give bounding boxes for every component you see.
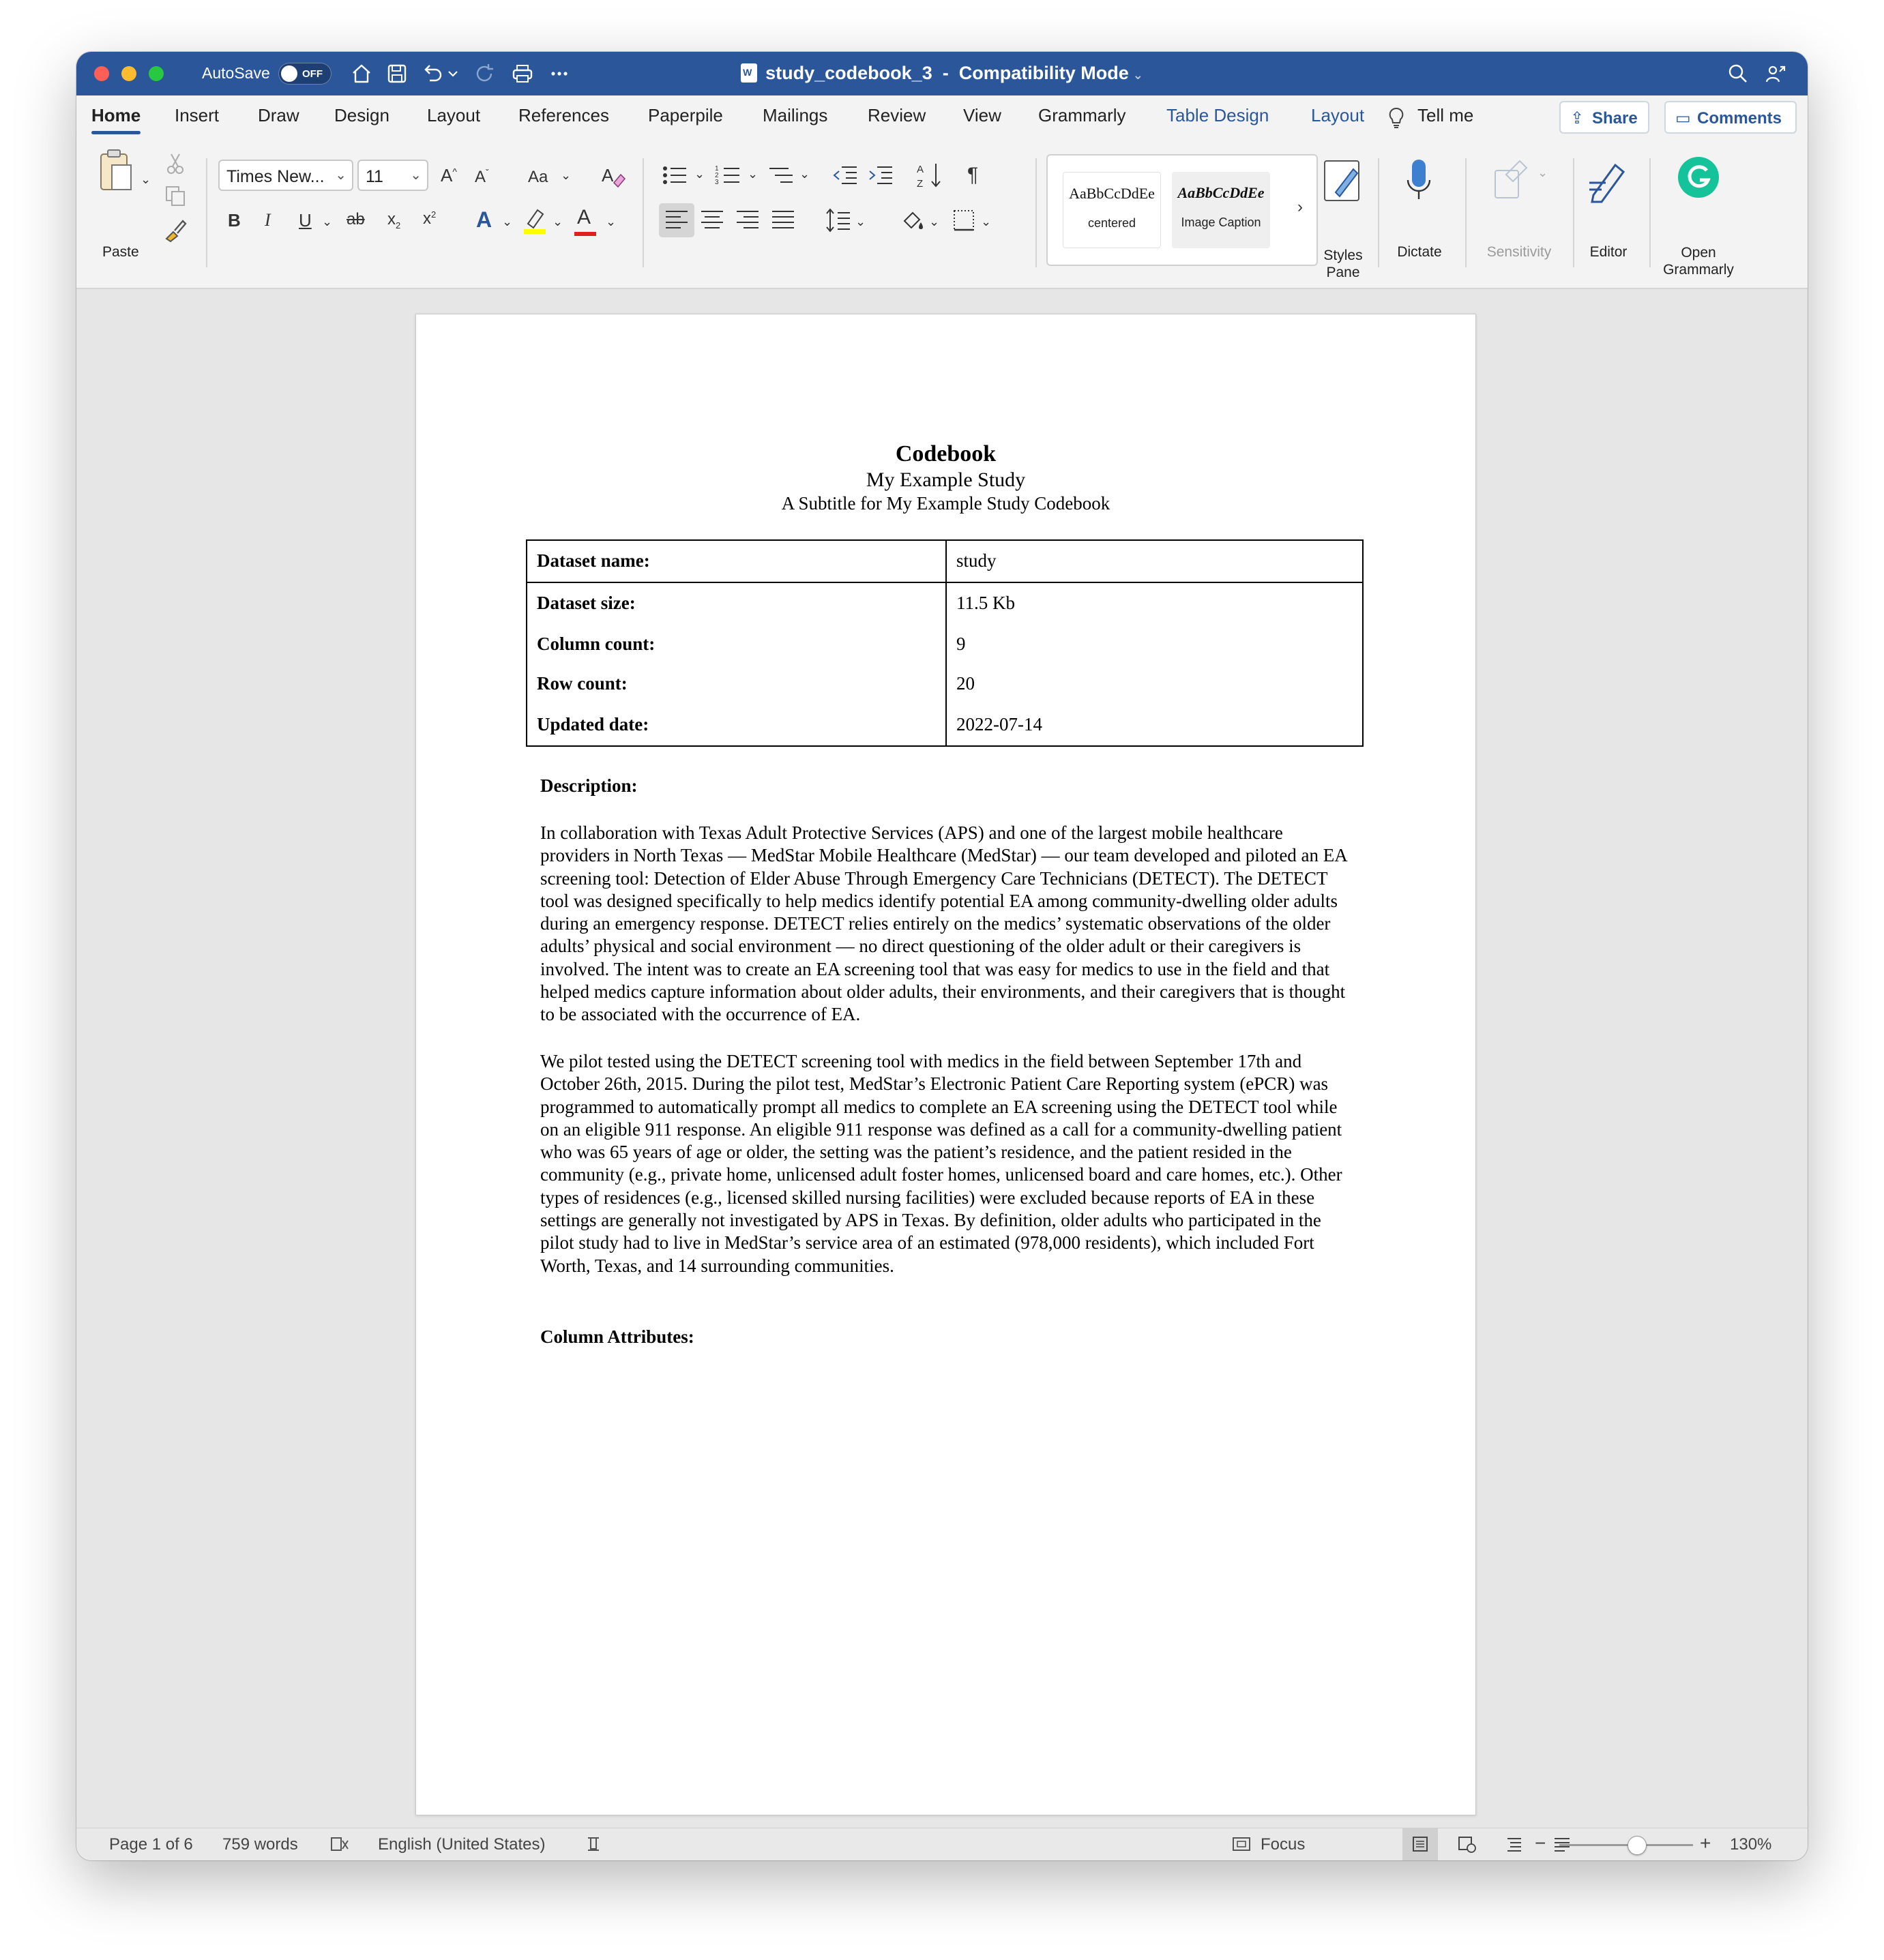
word-count[interactable]: 759 words bbox=[222, 1835, 298, 1854]
focus-icon[interactable] bbox=[1232, 1835, 1251, 1853]
word-window bbox=[76, 52, 1808, 1860]
document-name: study_codebook_3 bbox=[765, 63, 932, 83]
zoom-percentage[interactable]: 130% bbox=[1730, 1835, 1772, 1854]
svg-text:2: 2 bbox=[715, 172, 719, 179]
chevron-down-icon[interactable]: ⌄ bbox=[748, 167, 759, 181]
style-sample: AaBbCcDdEe bbox=[1177, 184, 1265, 201]
copy-icon[interactable] bbox=[164, 184, 187, 207]
comments-button[interactable] bbox=[1664, 101, 1797, 134]
meta-value-column-count: 9 bbox=[956, 634, 966, 654]
style-name: Image Caption bbox=[1181, 216, 1261, 229]
bullets-list-icon[interactable] bbox=[662, 164, 688, 187]
chevron-down-icon[interactable]: ⌄ bbox=[929, 215, 940, 228]
divider bbox=[1465, 158, 1467, 267]
tab-table-design[interactable]: Table Design bbox=[1166, 105, 1269, 125]
svg-text:3: 3 bbox=[715, 179, 719, 186]
font-size-dropdown[interactable] bbox=[357, 160, 428, 191]
column-attributes-heading: Column Attributes: bbox=[540, 1326, 694, 1347]
cut-scissors-icon[interactable] bbox=[165, 151, 186, 175]
multilevel-list-icon[interactable] bbox=[768, 164, 794, 187]
font-name-dropdown[interactable] bbox=[218, 160, 353, 191]
subscript-button[interactable]: $x_2$ bbox=[387, 210, 401, 231]
ribbon-tab-bar bbox=[76, 95, 1808, 140]
word-document-icon bbox=[741, 63, 757, 83]
lightbulb-icon bbox=[1387, 106, 1405, 130]
styles-gallery-next-icon[interactable]: › bbox=[1297, 198, 1303, 216]
shading-bucket-icon[interactable] bbox=[899, 207, 925, 233]
open-grammarly-label: Open Grammarly bbox=[1663, 245, 1734, 278]
proofing-book-icon[interactable] bbox=[330, 1835, 349, 1853]
chevron-down-icon[interactable]: ⌄ bbox=[606, 215, 617, 228]
style-centered[interactable] bbox=[1063, 172, 1161, 248]
comment-bubble-icon: ▭ bbox=[1675, 109, 1691, 128]
description-paragraph-2: We pilot tested using the DETECT screening tool with medics in the field between September 17th and October 26th, 2015. During the pilot test, MedStar’s Electronic Patient Care Reporting system (ePCR) was programmed to automatically prompt all medics to complete an EA screening using the DETECT tool while on an eligible 911 response. An eligible 911 response was defined as a call for a community-dwelling patient who was 65 years of age or older, the setting was the patient’s residence, and the patient resided in the community (e.g., private home, unlicensed adult foster homes, unlicensed board and care homes, etc.). Other types of residences (e.g., licensed skilled nursing facilities) were excluded because reports of EA in these settings are generally not investigated by APS in Texas. By definition, older adults who participated in the pilot study had to live in MedStar’s service area of an estimated (978,000 residents), which included Fort Worth, Texas, and 14 surrounding communities. bbox=[540, 1051, 1342, 1276]
comments-button-label: Comments bbox=[1697, 109, 1782, 128]
chevron-down-icon[interactable]: ⌄ bbox=[799, 167, 810, 181]
tab-mailings[interactable]: Mailings bbox=[763, 105, 828, 125]
borders-icon[interactable] bbox=[952, 209, 975, 232]
svg-text:A: A bbox=[602, 165, 614, 185]
shrink-font-icon[interactable]: $A^ˇ$ bbox=[475, 167, 489, 186]
meta-key-dataset-size: Dataset size: bbox=[537, 593, 636, 613]
meta-value-row-count: 20 bbox=[956, 673, 975, 694]
tab-draw[interactable]: Draw bbox=[258, 105, 299, 125]
chevron-down-icon[interactable]: ⌄ bbox=[981, 215, 992, 228]
meta-key-updated-date: Updated date: bbox=[537, 714, 649, 734]
styles-gallery bbox=[1046, 154, 1318, 266]
chevron-down-icon[interactable]: ⌄ bbox=[553, 215, 563, 228]
sensitivity-label: Sensitivity bbox=[1486, 244, 1552, 260]
grammarly-icon[interactable] bbox=[1677, 155, 1720, 199]
svg-text:1: 1 bbox=[715, 165, 719, 173]
zoom-slider-handle[interactable] bbox=[1628, 1836, 1647, 1855]
increase-indent-icon[interactable] bbox=[868, 164, 894, 187]
divider bbox=[1035, 158, 1037, 267]
highlight-marker-icon[interactable] bbox=[522, 206, 547, 236]
divider bbox=[1649, 158, 1651, 267]
svg-text:A: A bbox=[917, 164, 924, 175]
align-left-icon[interactable] bbox=[664, 209, 689, 232]
tab-insert[interactable]: Insert bbox=[175, 105, 220, 125]
share-people-icon[interactable] bbox=[1764, 61, 1789, 86]
compatibility-mode-label: Compatibility Mode bbox=[958, 63, 1129, 83]
tell-me-search[interactable]: Tell me bbox=[1417, 105, 1474, 125]
chevron-down-icon[interactable]: ⌄ bbox=[561, 168, 572, 182]
meta-value-updated-date: 2022-07-14 bbox=[956, 714, 1042, 734]
styles-pane-icon[interactable] bbox=[1322, 158, 1364, 203]
status-bar bbox=[76, 1828, 1808, 1860]
autosave-state: OFF bbox=[302, 68, 323, 80]
meta-key-dataset-name: Dataset name: bbox=[537, 550, 650, 571]
text-effects-button[interactable]: A bbox=[476, 207, 492, 232]
chevron-down-icon[interactable]: ⌄ bbox=[322, 215, 333, 228]
style-sample: AaBbCcDdEe bbox=[1069, 185, 1155, 202]
justify-icon[interactable] bbox=[771, 209, 795, 232]
editor-label: Editor bbox=[1589, 244, 1628, 260]
description-heading: Description: bbox=[540, 775, 638, 796]
microphone-icon[interactable] bbox=[1404, 157, 1434, 207]
tab-references[interactable]: References bbox=[518, 105, 609, 125]
zoom-slider-track[interactable] bbox=[1559, 1844, 1693, 1846]
chevron-down-icon: ⌄ bbox=[335, 168, 347, 183]
underline-button[interactable]: U bbox=[299, 210, 312, 231]
tab-review[interactable]: Review bbox=[868, 105, 926, 125]
divider bbox=[1573, 158, 1574, 267]
meta-value-dataset-size: 11.5 Kb bbox=[956, 593, 1015, 613]
search-icon[interactable] bbox=[1726, 61, 1750, 86]
superscript-button[interactable]: $x^2$ bbox=[423, 209, 437, 228]
clear-formatting-icon[interactable] bbox=[600, 162, 626, 190]
font-size-value: 11 bbox=[366, 167, 383, 186]
line-spacing-icon[interactable] bbox=[825, 207, 851, 233]
tab-home[interactable]: Home bbox=[91, 105, 141, 125]
paste-label: Paste bbox=[102, 244, 139, 260]
chevron-down-icon[interactable]: ⌄ bbox=[502, 215, 513, 228]
paste-clipboard-icon[interactable] bbox=[97, 147, 134, 194]
svg-text:Z: Z bbox=[917, 178, 924, 190]
chevron-down-icon[interactable]: ⌄ bbox=[694, 167, 705, 181]
decrease-indent-icon[interactable] bbox=[832, 164, 858, 187]
description-paragraph-1: In collaboration with Texas Adult Protective Services (APS) and one of the largest mobile healthcare providers in North Texas — MedStar Mobile Healthcare (MedStar) — our team developed and piloted an EA screening tool: Detection of Elder Abuse Through Emergency Care Technicians (DETECT). The DETECT tool was designed specifically to help medics identify potential EA among community-dwelling older adults during an emergency response. DETECT relies entirely on the medics’ systematic observations of the older adults’ physical and social environment — no direct questioning of the older adult or their caregivers is involved. The intent was to create an EA screening tool that was easy for medics to use in the field and that helped medics capture information about older adults, their environments, and their caregivers that is thought to be associated with the occurrence of EA. bbox=[540, 822, 1347, 1025]
share-button-label: Share bbox=[1592, 109, 1638, 128]
web-layout-icon[interactable] bbox=[1457, 1835, 1476, 1853]
meta-key-row-count: Row count: bbox=[537, 673, 628, 694]
tab-view[interactable]: View bbox=[963, 105, 1001, 125]
outline-view-icon[interactable] bbox=[1505, 1835, 1524, 1853]
table-column-divider bbox=[945, 541, 947, 745]
subscript-label: x bbox=[387, 210, 396, 228]
chevron-down-icon[interactable]: ⌄ bbox=[855, 215, 866, 228]
chevron-down-icon[interactable]: ⌄ bbox=[1537, 166, 1548, 179]
align-right-icon[interactable] bbox=[735, 209, 760, 232]
divider bbox=[1378, 158, 1379, 267]
italic-button[interactable]: I bbox=[265, 210, 271, 230]
window-title bbox=[76, 63, 1808, 84]
align-center-icon[interactable] bbox=[700, 209, 724, 232]
sensitivity-icon[interactable] bbox=[1490, 158, 1531, 202]
table-row-divider bbox=[527, 582, 1362, 583]
grow-font-icon[interactable]: A^ bbox=[441, 165, 457, 185]
divider bbox=[206, 158, 207, 267]
change-case-button[interactable]: Aa bbox=[528, 168, 548, 186]
tab-design[interactable]: Design bbox=[334, 105, 389, 125]
study-name: My Example Study bbox=[866, 469, 1026, 491]
autosave-label: AutoSave bbox=[202, 64, 270, 82]
tab-paperpile[interactable]: Paperpile bbox=[648, 105, 723, 125]
style-name: centered bbox=[1087, 216, 1136, 230]
codebook-subtitle: A Subtitle for My Example Study Codebook bbox=[781, 493, 1110, 514]
tab-layout[interactable]: Layout bbox=[427, 105, 481, 125]
document-canvas bbox=[76, 289, 1808, 1828]
tab-grammarly[interactable]: Grammarly bbox=[1038, 105, 1126, 125]
meta-value-dataset-name: study bbox=[956, 550, 997, 571]
bold-button[interactable]: B bbox=[228, 210, 241, 231]
title-bar bbox=[76, 52, 1808, 95]
tab-table-layout[interactable]: Layout bbox=[1311, 105, 1365, 125]
divider bbox=[643, 158, 644, 267]
codebook-title: Codebook bbox=[895, 441, 997, 466]
page-count[interactable]: Page 1 of 6 bbox=[109, 1835, 193, 1854]
share-arrow-icon: ⇪ bbox=[1570, 109, 1585, 128]
share-button[interactable] bbox=[1559, 101, 1649, 134]
superscript-label: x bbox=[423, 209, 431, 228]
home-ribbon-toolbar bbox=[76, 140, 1808, 289]
numbered-list-icon[interactable] bbox=[715, 164, 741, 187]
zoom-in-button[interactable]: + bbox=[1700, 1832, 1711, 1854]
dataset-metadata-table[interactable] bbox=[526, 539, 1364, 747]
font-color-button[interactable]: A bbox=[577, 206, 591, 228]
title-separator: - bbox=[942, 63, 949, 83]
title-chevron-icon[interactable]: ⌄ bbox=[1132, 68, 1143, 82]
zoom-out-button[interactable]: − bbox=[1535, 1832, 1546, 1854]
dictate-label: Dictate bbox=[1397, 244, 1442, 260]
accessibility-icon[interactable] bbox=[584, 1835, 603, 1853]
editor-pen-icon[interactable] bbox=[1587, 158, 1632, 203]
focus-mode-button[interactable]: Focus bbox=[1261, 1835, 1306, 1854]
language-indicator[interactable]: English (United States) bbox=[378, 1835, 546, 1854]
sort-icon[interactable] bbox=[917, 161, 944, 190]
paste-options-chevron-icon[interactable]: ⌄ bbox=[141, 173, 151, 186]
document-page-1[interactable] bbox=[415, 314, 1476, 1815]
strikethrough-button[interactable]: ab bbox=[347, 210, 365, 228]
chevron-down-icon: ⌄ bbox=[410, 168, 422, 183]
print-layout-icon[interactable] bbox=[1411, 1835, 1430, 1853]
font-name-value: Times New... bbox=[226, 167, 325, 186]
format-painter-brush-icon[interactable] bbox=[162, 216, 188, 243]
font-color-swatch bbox=[574, 232, 596, 236]
meta-key-column-count: Column count: bbox=[537, 634, 656, 654]
styles-pane-label: Styles Pane bbox=[1323, 248, 1363, 280]
style-image-caption[interactable] bbox=[1172, 172, 1270, 248]
show-formatting-marks-icon[interactable]: ¶ bbox=[967, 164, 979, 186]
